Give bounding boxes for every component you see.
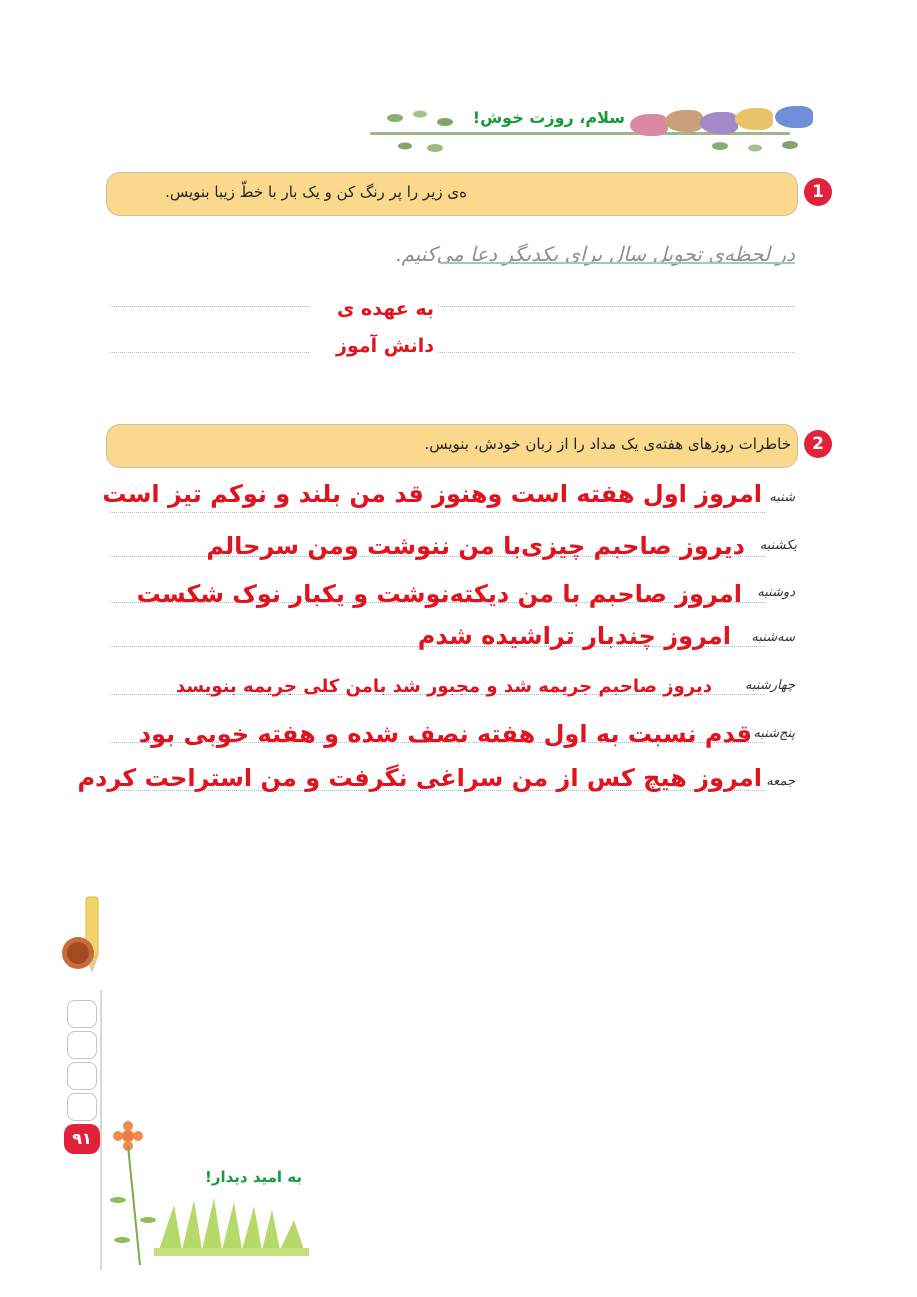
sample-sentence: در لحظه‌ی تحویل سال برای یکدیگر دعا می‌کنیم. [395,242,795,266]
margin-line [100,990,102,1270]
section2-instruction: خاطرات روزهای هفته‌ی یک مداد را از زبان خودش، بنویس. [424,435,791,453]
progress-box-4[interactable] [67,1093,97,1121]
day-label-sunday: یکشنبه [759,538,797,553]
day-label-monday: دوشنبه [757,585,795,600]
bird-yellow-icon [735,108,773,130]
farewell-text: به امید دیدار! [205,1168,303,1186]
section1-instruction: ه‌ی زیر را پر رنگ کن و یک بار با خطّ زیبا بنویس. [165,183,467,201]
diary-entry-wednesday: دیروز صاحبم جریمه شد و مجبور شد بامن کلی جریمه بنویسد [175,676,712,697]
day-label-thursday: پنج‌شنبه [753,726,795,741]
flower-grass-icon [104,1120,314,1270]
leaves-left-icon [375,106,465,156]
bird-blue-icon [775,106,813,128]
banner-title: سلام، روزت خوش! [472,108,625,127]
diary-entry-tuesday: امروز چندبار تراشیده شدم [417,622,731,650]
day-label-tuesday: سه‌شنبه [751,630,795,645]
sample-baseline [440,262,795,264]
progress-box-3[interactable] [67,1062,97,1090]
diary-entry-saturday: امروز اول هفته است وهنوز قد من بلند و نوکم تیز است [102,480,762,508]
progress-box-2[interactable] [67,1031,97,1059]
bird-brown-icon [665,110,703,132]
answer-line-1: به عهده ی [310,296,438,322]
writing-line-1 [110,306,795,307]
pencil-icon [60,895,110,980]
diary-entry-sunday: دیروز صاحبم چیزی‌با من ننوشت ومن سرحالم [206,532,745,560]
section1-number-badge: 1 [804,178,832,206]
writing-line-2 [110,352,795,353]
bird-pink-icon [630,114,668,136]
day-label-wednesday: چهارشنبه [745,678,795,693]
progress-box-1[interactable] [67,1000,97,1028]
bird-purple-icon [700,112,738,134]
section1-header [106,172,798,216]
day-label-saturday: شنبه [769,490,795,505]
section2-number-badge: 2 [804,430,832,458]
day-label-friday: جمعه [766,774,795,789]
answer-line-2: دانش آموز [310,333,438,359]
page-number: ۹۱ [64,1124,100,1154]
section2-header [106,424,798,468]
diary-line-1 [110,512,765,513]
leaves-right-icon [700,136,810,158]
diary-entry-thursday: قدم نسبت به اول هفته نصف شده و هفته خوبی بود [138,720,752,748]
diary-entry-monday: امروز صاحبم با من دیکته‌نوشت و یکبار نوک شکست [136,580,742,608]
header-banner [360,88,830,160]
diary-entry-friday: امروز هیچ کس از من سراغی نگرفت و من استراحت کردم [77,764,762,792]
